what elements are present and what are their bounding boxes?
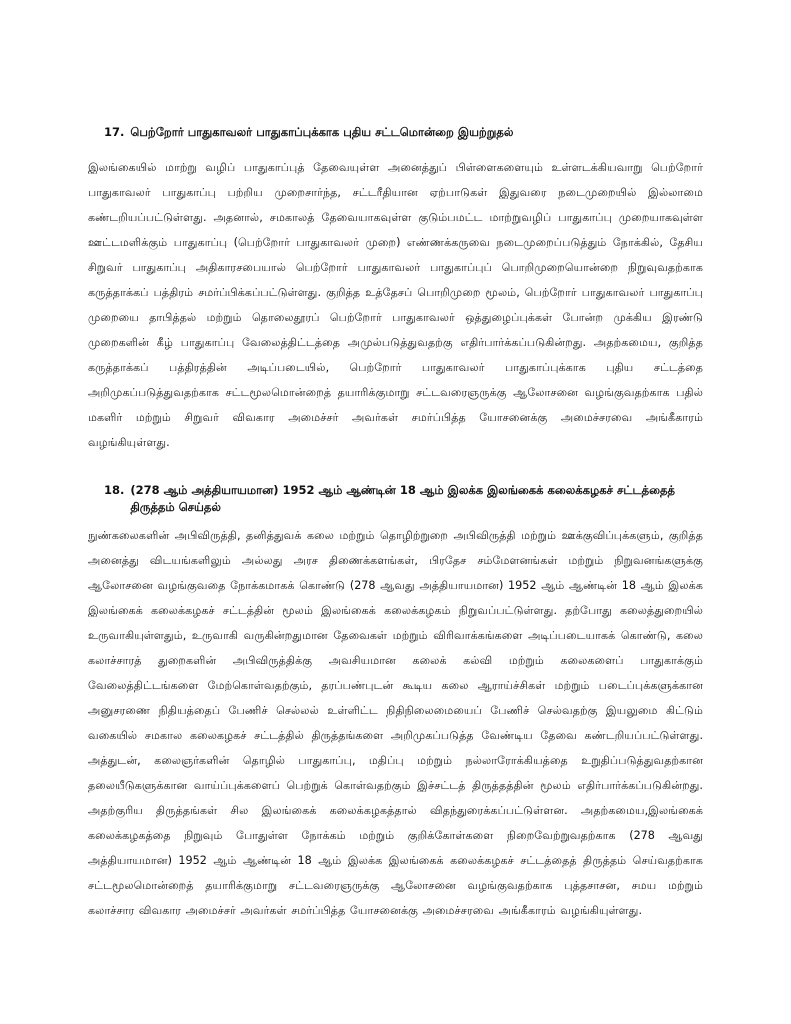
section-18-heading (104, 482, 704, 516)
section-17-body: இலங்கையில் மாற்று வழிப் பாதுகாப்புத் தேவையுள்ள அனைத்துப் பிள்ளைகளையும் உள்ளடக்கியவாறு பெற்றோர் பாதுகாவலர் பாதுகாப்பு பற்றிய முறைசார்ந்த, சட்டரீதியான ஏற்பாடுகள் இதுவரை நடைமுறையில் இல்லாமை கண்டறியப்பட்டுள்ளது. அதனால், சமகாலத் தேவையாகவுள்ள குடும்பமட்ட மாற்றுவழிப் பாதுகாப்பு முறையாகவுள்ள ஊட்டமளிக்கும் பாதுகாப்பு (பெற்றோர் பாதுகாவலர் முறை) எண்ணக்கருவை நடைமுறைப்படுத்தும் நோக்கில், தேசிய சிறுவர் பாதுகாப்பு அதிகாரசபையால் பெற்றோர் பாதுகாவலர் பாதுகாப்புப் பொறிமுறையொன்றை நிறுவுவதற்காக கருத்தாக்கப் பத்திரம் சமர்ப்பிக்கப்பட்டுள்ளது. குறித்த உத்தேசப் பொறிமுறை மூலம், பெற்றோர் பாதுகாவலர் பாதுகாப்பு முறையை தாபித்தல் மற்றும் தொலைதூரப் பெற்றோர் பாதுகாவலர் ஒத்துழைப்புக்கள் போன்ற முக்கிய இரண்டு முறைகளின் கீழ் பாதுகாப்பு வேலைத்திட்டத்தை அமுல்படுத்துவதற்கு எதிர்பார்க்கப்படுகின்றது. அதற்கமைய, குறித்த கருத்தாக்கப் பத்திரத்தின் அடிப்படையில், பெற்றோர் பாதுகாவலர் பாதுகாப்புக்காக புதிய சட்டத்தை அறிமுகப்படுத்துவதற்காக சட்டமூலமொன்றைத் தயாரிக்குமாறு சட்டவரைஞருக்கு ஆலோசனை வழங்குவதற்காக பதில் மகளிர் மற்றும் சிறுவர் விவகார அமைச்சர் அவர்கள் சமர்ப்பித்த யோசனைக்கு அமைச்சரவை அங்கீகாரம் வழங்கியுள்ளது. (88, 161, 703, 449)
section-17-title: பெற்றோர் பாதுகாவலர் பாதுகாப்புக்காக புதிய சட்டமொன்றை இயற்றுதல் (130, 125, 514, 139)
section-18-body: நுண்கலைகளின் அபிவிருத்தி, தனித்துவக் கலை மற்றும் தொழிற்றுறை அபிவிருத்தி மற்றும் ஊக்குவிப்புக்களும், குறித்த அனைத்து விடயங்களிலும் அல்லது அரச திணைக்களங்கள், பிரதேச சம்மேளனங்கள் மற்றும் நிறுவனங்களுக்கு ஆலோசனை வழங்குவதை நோக்கமாகக் கொண்டு (278 ஆவது அத்தியாயமான) 1952 ஆம் ஆண்டின் 18 ஆம் இலக்க இலங்கைக் கலைக்கழகச் சட்டத்தின் மூலம் இலங்கைக் கலைக்கழகம் நிறுவப்பட்டுள்ளது. தற்போது கலைத்துறையில் உருவாகியுள்ளதும், உருவாகி வருகின்றதுமான தேவைகள் மற்றும் விரிவாக்கங்களை அடிப்படையாகக் கொண்டு, கலை கலாச்சாரத் துறைகளின் அபிவிருத்திக்கு அவசியமான கலைக் கல்வி மற்றும் கலைகளைப் பாதுகாக்கும் வேலைத்திட்டங்களை மேற்கொள்வதற்கும், தரப்பண்புடன் கூடிய கலை ஆராய்ச்சிகள் மற்றும் படைப்புக்களுக்கான அனுசரணை நிதியத்தைப் பேணிச் செல்லல் உள்ளிட்ட நிதிநிலைமையைப் பேணிச் செல்வதற்கு இயலுமை கிட்டும் வகையில் சமகால கலைகழகச் சட்டத்தில் திருத்தங்களை அறிமுகப்படுத்த வேண்டிய தேவை கண்டறியப்பட்டுள்ளது. அத்துடன், கலைஞர்களின் தொழில் பாதுகாப்பு, மதிப்பு மற்றும் நல்லாரோக்கியத்தை உறுதிப்படுத்துவதற்கான தலையீடுகளுக்கான வாய்ப்புக்களைப் பெற்றுக் கொள்வதற்கும் இச்சட்டத் திருத்தத்தின் மூலம் எதிர்பார்க்கப்படுகின்றது. அதற்குரிய திருத்தங்கள் சில இலங்கைக் கலைக்கழகத்தால் விதந்துரைக்கப்பட்டுள்ளன. அதற்கமைய,இலங்கைக் கலைக்கழகத்தை நிறுவும் போதுள்ள நோக்கம் மற்றும் குறிக்கோள்களை நிறைவேற்றுவதற்காக (278 ஆவது அத்தியாயமான) 1952 ஆம் ஆண்டின் 18 ஆம் இலக்க இலங்கைக் கலைக்கழகச் சட்டத்தைத் திருத்தம் செய்வதற்காக சட்டமூலமொன்றைத் தயாரிக்குமாறு சட்டவரைஞருக்கு ஆலோசனை வழங்குவதற்காக புத்தசாசன, சமய மற்றும் கலாச்சார விவகார அமைச்சர் அவர்கள் சமர்ப்பித்த யோசனைக்கு அமைச்சரவை அங்கீகாரம் வழங்கியுள்ளது. (88, 529, 703, 917)
section-17-heading (104, 124, 704, 141)
section-18-number: 18. (104, 483, 125, 497)
section-18-title: (278 ஆம் அத்தியாயமான) 1952 ஆம் ஆண்டின் 18 ஆம் இலக்க இலங்கைக் கலைக்கழகச் சட்டத்தைத் திருத்தம் செய்தல் (130, 483, 675, 514)
section-17-number: 17. (104, 125, 125, 139)
